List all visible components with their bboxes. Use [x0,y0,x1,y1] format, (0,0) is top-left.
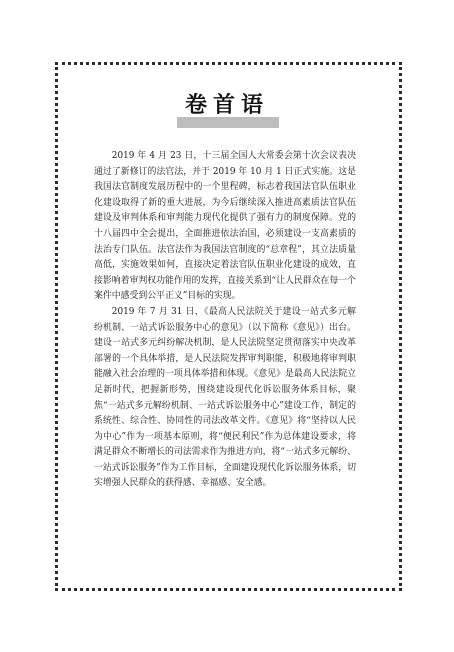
body-text [94,149,356,492]
page-title: 卷首语 [184,93,269,118]
paragraph-2: 2019 年 7 月 31 日，《最高人民法院关于建设一站式多元解纷机制、一站式诉讼服务中心的意见》（以下简称《意见》）出台。建设一站式多元纠纷解决机制，是人民法院坚定贯彻落实中央改革部署的一个具体举措，是人民法院发挥审判职能，积极地将审判职能融入社会治理的一项具体举措和体现。《意见》是最高人民法院立足新时代，把握新形势，围绕建设现代化诉讼服务体系目标，聚焦“一站式多元解纷机制、一站式诉讼服务中心”建设工作，制定的系统性、综合性、协同性的司法改革文件。《意见》将“坚持以人民为中心”作为一项基本原则，将“便民利民”作为总体建设要求，将满足群众不断增长的司法需求作为推进方向，将“一站式多元解纷、一站式诉讼服务”作为工作目标，全面建设现代化诉讼服务体系，切实增强人民群众的获得感、幸福感、安全感。 [94,306,356,489]
paragraph-1: 2019 年 4 月 23 日，十三届全国人大常委会第十次会议表决通过了新修订的法官法，并于 2019 年 10 月 1 日正式实施。这是我国法官制度发展历程中的一个里程碑，标志着我国法官队伍职业化建设取得了新的重大进展，为今后继续深入推进高素质法官队伍建设及审判体系和审判能力现代化提供了强有力的制度保障。党的十八届四中全会提出，全面推进依法治国，必须建设一支高素质的法治专门队伍。法官法作为我国法官制度的“总章程”，其立法质量高低，实施效果如何，直接决定着法官队伍职业化建设的成效，直接影响着审判权功能作用的发挥，直接关系到“让人民群众在每一个案件中感受到公平正义”目标的实现。 [94,151,356,302]
